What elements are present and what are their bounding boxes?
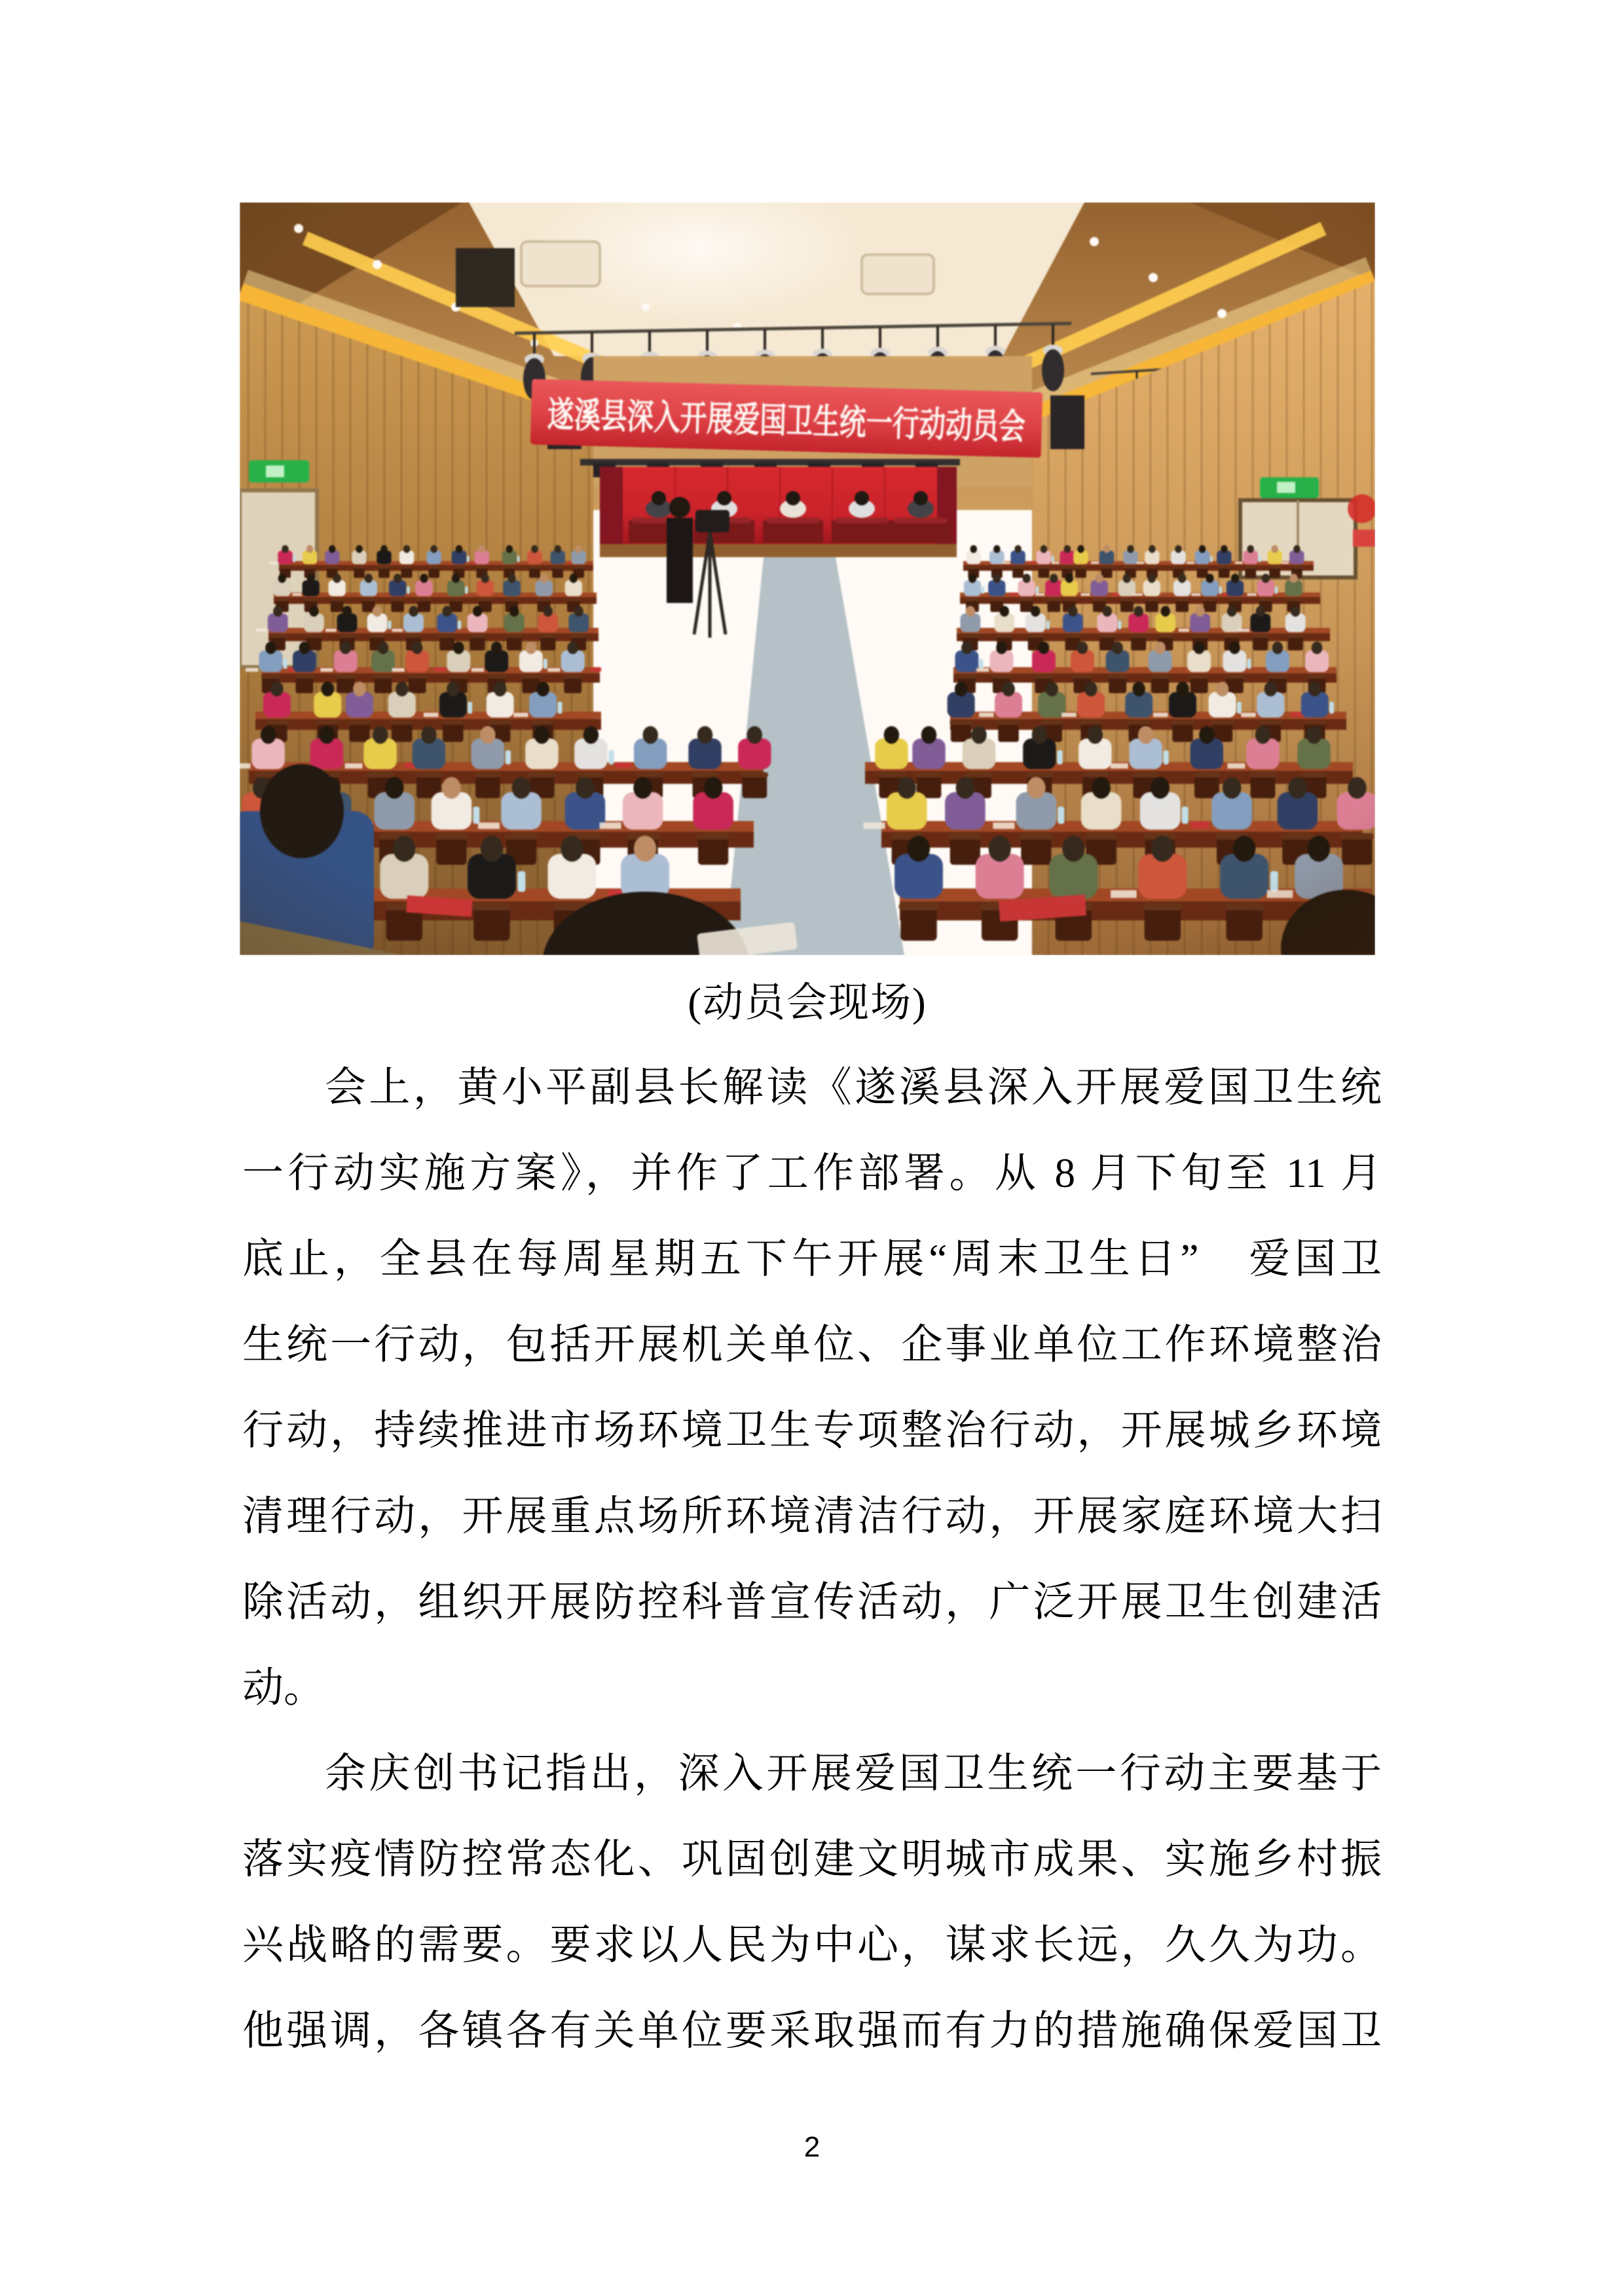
- body-text-line: 兴战略的需要。要求以人民为中心，谋求长远，久久为功。: [242, 1922, 1382, 1968]
- body-text: [242, 1045, 1382, 2074]
- body-text-line: 余庆创书记指出，深入开展爱国卫生统一行动主要基于: [325, 1751, 1382, 1796]
- body-text-line: 一行动实施方案》，并作了工作部署。从 8 月下旬至 11 月: [242, 1150, 1382, 1196]
- body-text-line: 生统一行动，包括开展机关单位、企事业单位工作环境整治: [242, 1322, 1382, 1368]
- conference-photo: [240, 202, 1375, 955]
- body-text-line: 除活动，组织开展防控科普宣传活动，广泛开展卫生创建活: [242, 1579, 1382, 1625]
- conference-photo-illustration: [240, 202, 1375, 955]
- body-text-line: 会上，黄小平副县长解读《遂溪县深入开展爱国卫生统: [325, 1065, 1382, 1110]
- page-number: 2: [803, 2131, 821, 2163]
- body-text-line: 落实疫情防控常态化、巩固创建文明城市成果、实施乡村振: [242, 1836, 1382, 1882]
- photo-caption: (动员会现场): [688, 981, 927, 1025]
- body-text-line: 底止，全县在每周星期五下午开展“周末卫生日” 爱国卫: [242, 1236, 1382, 1282]
- body-text-line: 清理行动，开展重点场所环境清洁行动，开展家庭环境大扫: [242, 1493, 1382, 1539]
- body-text-line: 行动，持续推进市场环境卫生专项整治行动，开展城乡环境: [242, 1408, 1382, 1453]
- body-text-line: 他强调，各镇各有关单位要采取强而有力的措施确保爱国卫: [242, 2008, 1382, 2054]
- body-text-line: 动。: [242, 1665, 325, 1711]
